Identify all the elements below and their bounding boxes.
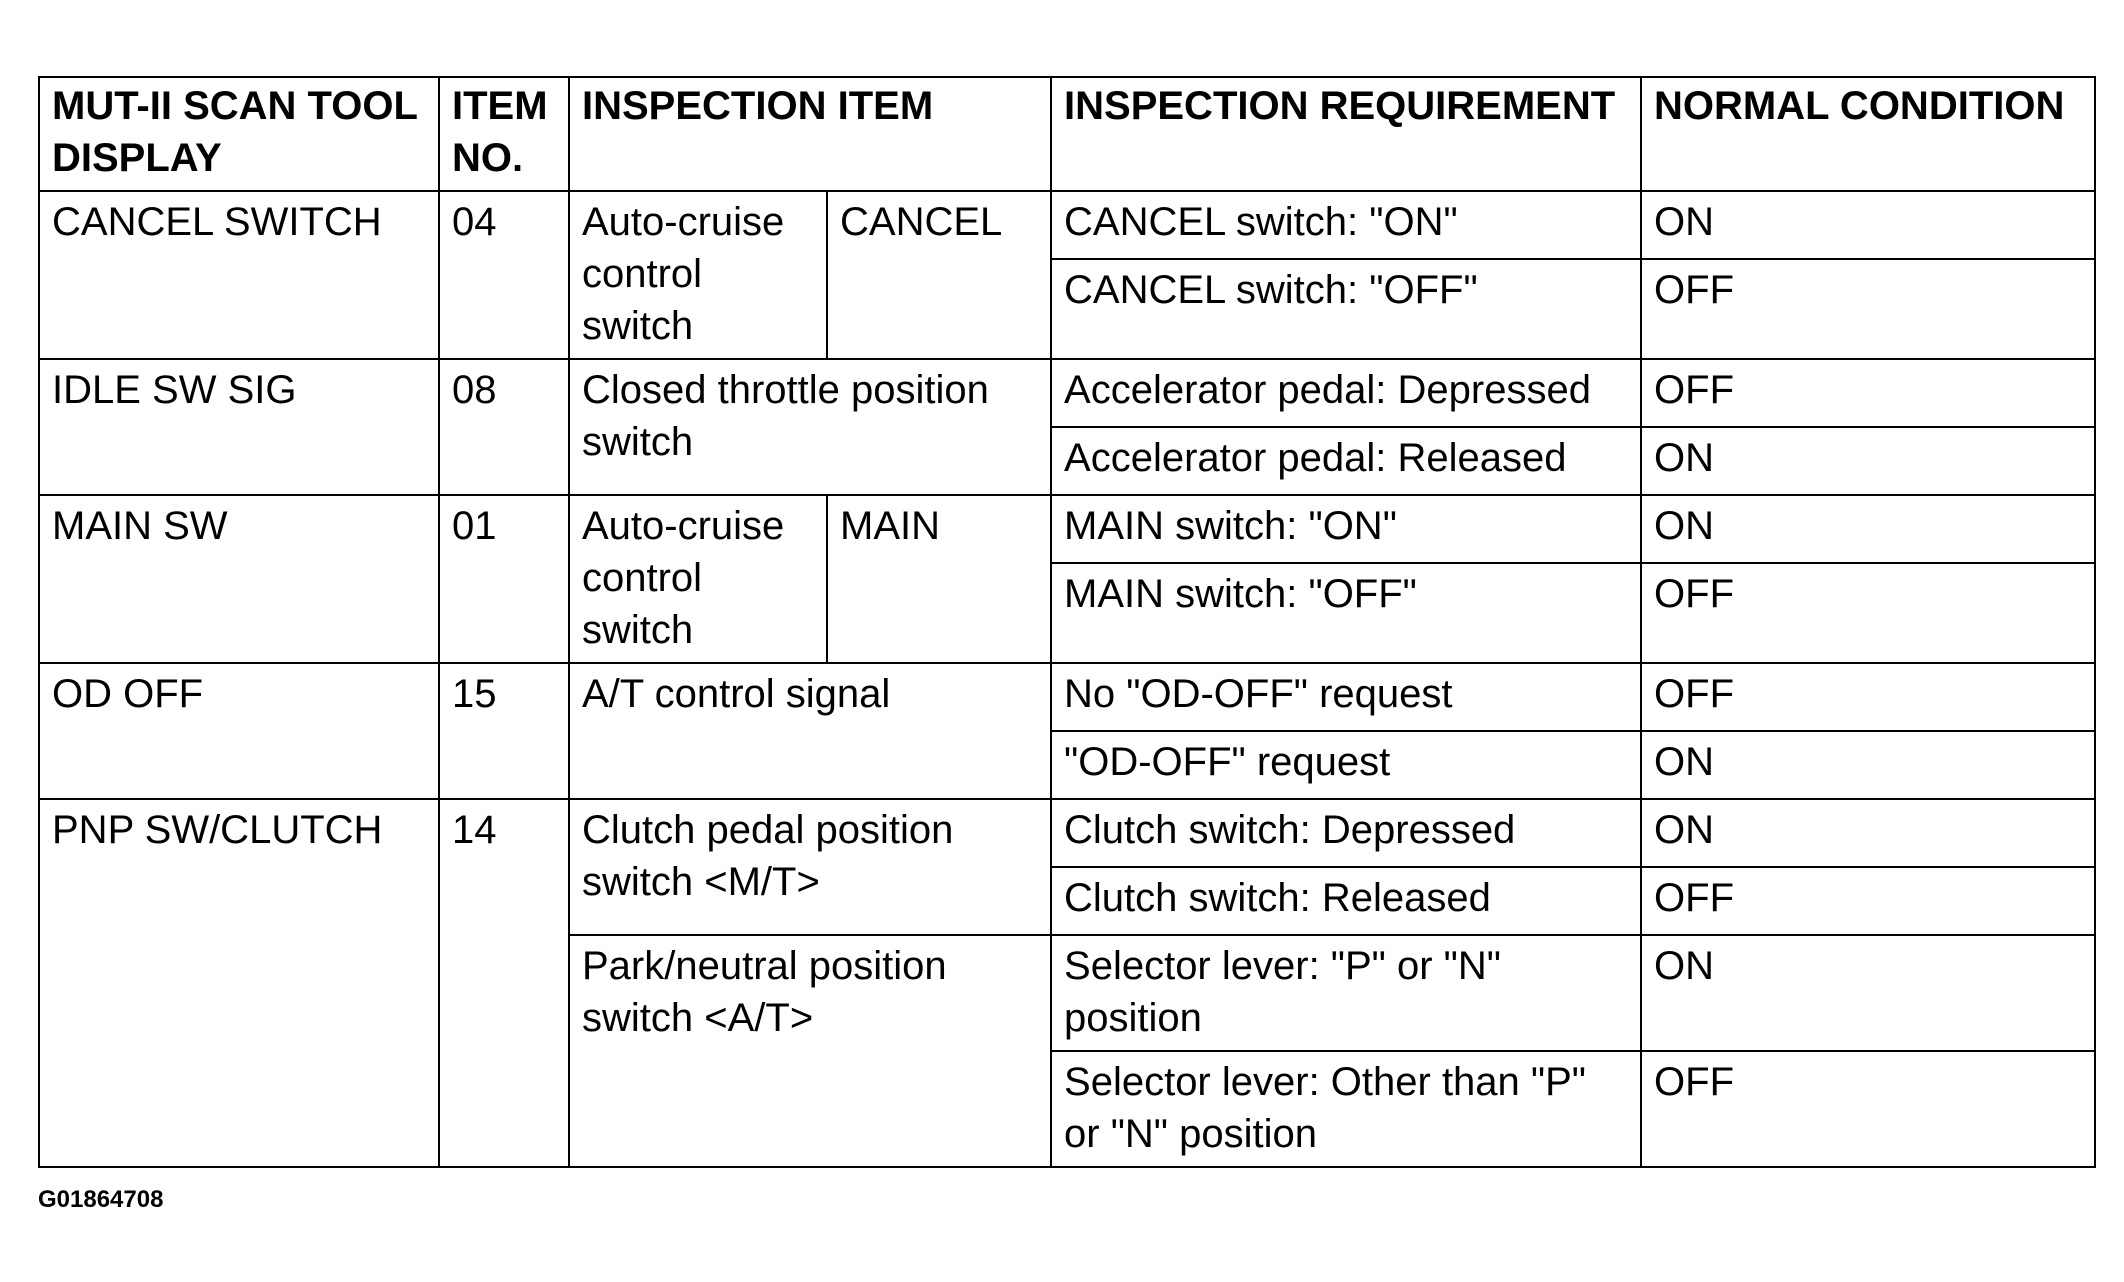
header-inspection-item: INSPECTION ITEM <box>569 77 1051 191</box>
inspection-subitem-cell: CANCEL <box>827 191 1051 359</box>
table-row <box>39 191 2095 259</box>
requirement-cell: "OD-OFF" request <box>1051 731 1641 799</box>
requirement-cell: Selector lever: "P" or "N" position <box>1051 935 1641 1051</box>
item-no-cell: 15 <box>439 663 569 799</box>
inspection-subitem-cell: MAIN <box>827 495 1051 663</box>
requirement-cell: MAIN switch: "ON" <box>1051 495 1641 563</box>
item-no-cell: 08 <box>439 359 569 495</box>
display-cell: MAIN SW <box>39 495 439 663</box>
requirement-cell: Accelerator pedal: Released <box>1051 427 1641 495</box>
header-requirement: INSPECTION REQUIREMENT <box>1051 77 1641 191</box>
normal-condition-cell: ON <box>1641 191 2095 259</box>
item-no-cell: 14 <box>439 799 569 1167</box>
display-cell: IDLE SW SIG <box>39 359 439 495</box>
normal-condition-cell: ON <box>1641 935 2095 1051</box>
normal-condition-cell: OFF <box>1641 359 2095 427</box>
display-cell: OD OFF <box>39 663 439 799</box>
requirement-cell: CANCEL switch: "ON" <box>1051 191 1641 259</box>
table-row <box>39 495 2095 563</box>
inspection-item-cell: Clutch pedal position switch <M/T> <box>569 799 1051 935</box>
requirement-cell: Clutch switch: Depressed <box>1051 799 1641 867</box>
requirement-cell: Clutch switch: Released <box>1051 867 1641 935</box>
requirement-cell: MAIN switch: "OFF" <box>1051 563 1641 663</box>
inspection-item-cell: Closed throttle position switch <box>569 359 1051 495</box>
header-item-no: ITEM NO. <box>439 77 569 191</box>
header-row <box>39 77 2095 191</box>
normal-condition-cell: ON <box>1641 731 2095 799</box>
normal-condition-cell: ON <box>1641 799 2095 867</box>
normal-condition-cell: ON <box>1641 427 2095 495</box>
item-no-cell: 04 <box>439 191 569 359</box>
normal-condition-cell: OFF <box>1641 867 2095 935</box>
inspection-table <box>38 76 2096 1168</box>
table-row <box>39 799 2095 867</box>
display-cell: CANCEL SWITCH <box>39 191 439 359</box>
inspection-item-cell: Auto-cruise control switch <box>569 495 827 663</box>
inspection-item-cell: A/T control signal <box>569 663 1051 799</box>
header-normal-condition: NORMAL CONDITION <box>1641 77 2095 191</box>
inspection-item-cell: Auto-cruise control switch <box>569 191 827 359</box>
requirement-cell: No "OD-OFF" request <box>1051 663 1641 731</box>
requirement-cell: Selector lever: Other than "P" or "N" position <box>1051 1051 1641 1167</box>
table-row <box>39 663 2095 731</box>
normal-condition-cell: OFF <box>1641 663 2095 731</box>
normal-condition-cell: OFF <box>1641 259 2095 359</box>
normal-condition-cell: ON <box>1641 495 2095 563</box>
header-display: MUT-II SCAN TOOL DISPLAY <box>39 77 439 191</box>
figure-code: G01864708 <box>38 1186 164 1213</box>
normal-condition-cell: OFF <box>1641 1051 2095 1167</box>
inspection-item-cell: Park/neutral position switch <A/T> <box>569 935 1051 1167</box>
item-no-cell: 01 <box>439 495 569 663</box>
requirement-cell: Accelerator pedal: Depressed <box>1051 359 1641 427</box>
display-cell: PNP SW/CLUTCH <box>39 799 439 1167</box>
requirement-cell: CANCEL switch: "OFF" <box>1051 259 1641 359</box>
normal-condition-cell: OFF <box>1641 563 2095 663</box>
table-row <box>39 359 2095 427</box>
